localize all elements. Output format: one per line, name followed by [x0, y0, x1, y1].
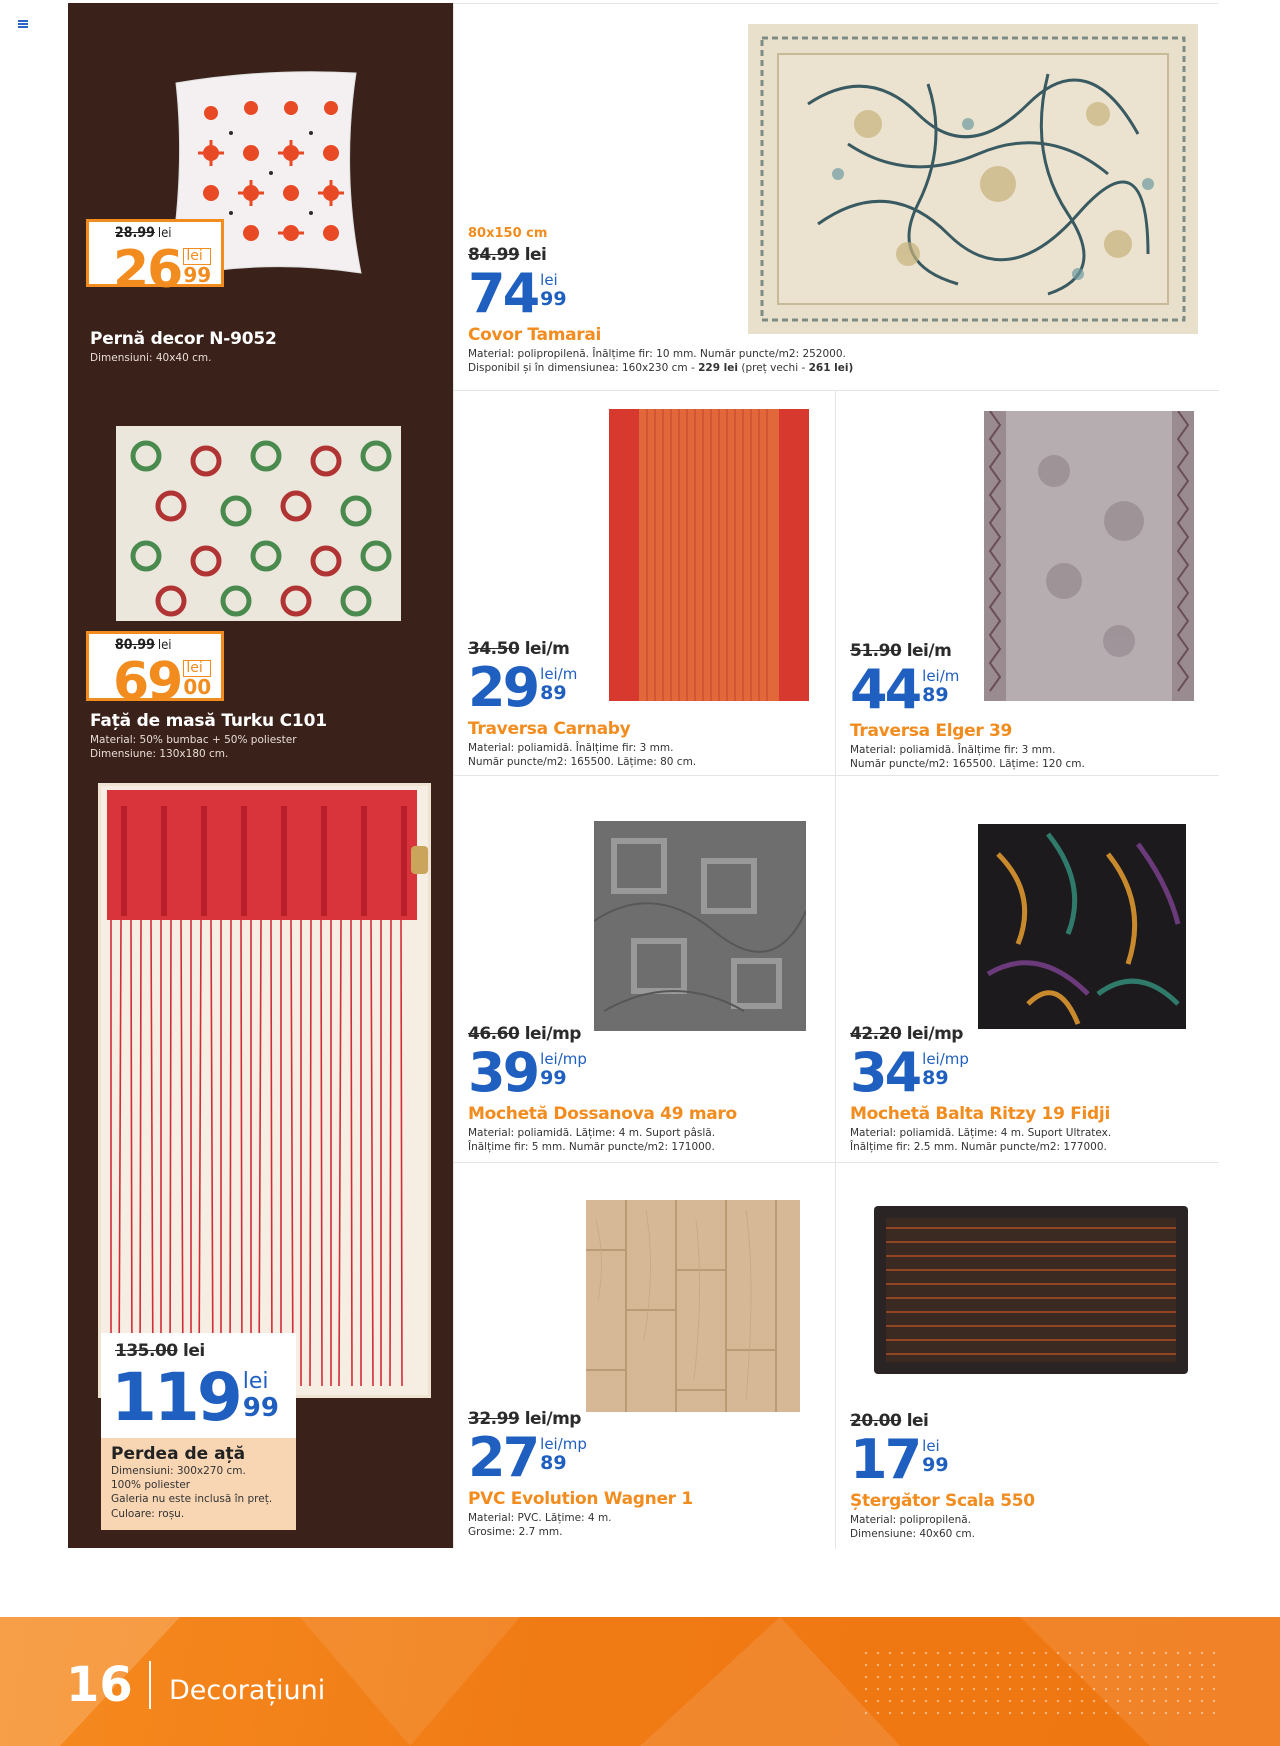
elger-old-unit: lei/m [906, 641, 952, 661]
curtain-price-integer: 119 [111, 1359, 240, 1436]
carnaby-desc-1: Material: poliamidă. Înălțime fir: 3 mm. [468, 742, 674, 754]
pillow-old-price: 28.99 [115, 225, 155, 241]
pvc-title: PVC Evolution Wagner 1 [468, 1489, 693, 1509]
page-number: 16 [66, 1657, 133, 1713]
dossanova-old-unit: lei/mp [524, 1024, 581, 1044]
product-cell-carnaby[interactable] [454, 391, 836, 776]
curtain-info-box [101, 1438, 296, 1530]
pillow-desc: Dimensiuni: 40x40 cm. [90, 352, 212, 364]
ritzy-old-price: 42.20 [850, 1024, 902, 1044]
pillow-price-integer: 26 [113, 240, 182, 300]
pvc-price-unit: lei/mp [540, 1435, 587, 1453]
curtain-old-unit: lei [183, 1341, 205, 1361]
curtain-price-unit: lei [242, 1369, 269, 1394]
tablecloth-title: Față de masă Turku C101 [90, 711, 327, 731]
product-cell-elger[interactable] [836, 391, 1219, 776]
product-cell-scala[interactable] [836, 1163, 1219, 1549]
ritzy-price-decimals: 89 [922, 1067, 949, 1089]
scala-desc-2: Dimensiune: 40x60 cm. [850, 1528, 975, 1541]
tamarai-desc-1: Material: polipropilenă. Înălțime fir: 10 mm. Număr puncte/m2: 252000. [468, 348, 846, 360]
elger-title: Traversa Elger 39 [850, 721, 1013, 741]
pillow-title: Pernă decor N-9052 [90, 329, 277, 349]
tablecloth-price-integer: 69 [113, 652, 182, 712]
scala-old-price: 20.00 [850, 1411, 902, 1431]
tablecloth-price-card [86, 631, 224, 712]
pillow-price-card [86, 219, 224, 300]
curtain-image [98, 783, 431, 1398]
scala-doormat-image [874, 1206, 1188, 1374]
ritzy-price-unit: lei/mp [922, 1050, 969, 1068]
tamarai-title: Covor Tamarai [468, 325, 602, 345]
curtain-desc-2: 100% poliester [111, 1479, 191, 1492]
dossanova-old-price: 46.60 [468, 1024, 520, 1044]
menu-icon[interactable] [18, 20, 28, 28]
dossanova-price-integer: 39 [468, 1041, 538, 1104]
carnaby-price-integer: 29 [468, 656, 538, 719]
product-cell-pvc[interactable] [454, 1163, 836, 1549]
product-cell-dossanova[interactable] [454, 776, 836, 1163]
elger-price-integer: 44 [850, 658, 920, 721]
tablecloth-desc-1: Material: 50% bumbac + 50% poliester [90, 734, 297, 746]
scala-desc-1: Material: polipropilenă. [850, 1514, 972, 1526]
tablecloth-desc-2: Dimensiune: 130x180 cm. [90, 748, 229, 761]
curtain-title: Perdea de ață [111, 1444, 246, 1464]
dossanova-carpet-image [594, 821, 806, 1031]
carnaby-price-unit: lei/m [540, 665, 578, 683]
tamarai-old-price: 84.99 [468, 245, 520, 265]
curtain-desc-3: Galeria nu este inclusă în preț. [111, 1493, 273, 1506]
pillow-price-unit: lei [183, 248, 211, 265]
dossanova-desc-1: Material: poliamidă. Lățime: 4 m. Suport pâslă. [468, 1127, 716, 1139]
elger-price-unit: lei/m [922, 667, 960, 685]
product-grid [453, 3, 1218, 1548]
section-title: Decorațiuni [169, 1675, 326, 1706]
elger-desc-1: Material: poliamidă. Înălțime fir: 3 mm. [850, 744, 1056, 756]
tablecloth-old-price: 80.99 [115, 637, 155, 653]
ritzy-old-unit: lei/mp [906, 1024, 963, 1044]
left-panel [68, 3, 453, 1548]
pillow-price-decimals: 99 [183, 263, 212, 288]
tablecloth-price-unit: lei [183, 660, 211, 677]
ritzy-desc-2: Înălțime fir: 2.5 mm. Număr puncte/m2: 177000. [850, 1141, 1107, 1154]
dossanova-price-decimals: 99 [540, 1067, 567, 1089]
tablecloth-price-decimals: 00 [183, 675, 212, 700]
pillow-old-unit: lei [157, 226, 172, 241]
dossanova-price-unit: lei/mp [540, 1050, 587, 1068]
elger-price-decimals: 89 [922, 684, 949, 706]
ritzy-carpet-image [978, 824, 1186, 1029]
ritzy-desc-1: Material: poliamidă. Lățime: 4 m. Suport Ultratex. [850, 1127, 1112, 1139]
carnaby-price-decimals: 89 [540, 682, 567, 704]
tamarai-price-unit: lei [540, 271, 558, 289]
product-cell-tamarai[interactable] [454, 4, 1219, 391]
curtain-price-card [101, 1333, 296, 1438]
pvc-old-unit: lei/mp [524, 1409, 581, 1429]
tamarai-desc-2: Disponibil și în dimensiunea: 160x230 cm - 229 lei (preț vechi - 261 lei) [468, 362, 854, 375]
pvc-price-integer: 27 [468, 1426, 538, 1489]
footer-divider [149, 1661, 151, 1709]
curtain-desc-1: Dimensiuni: 300x270 cm. [111, 1465, 246, 1477]
tamarai-size: 80x150 cm [468, 226, 548, 241]
elger-old-price: 51.90 [850, 641, 902, 661]
pvc-old-price: 32.99 [468, 1409, 520, 1429]
scala-old-unit: lei [906, 1411, 929, 1431]
pvc-desc-1: Material: PVC. Lățime: 4 m. [468, 1512, 612, 1524]
dossanova-title: Mochetă Dossanova 49 maro [468, 1104, 737, 1124]
carnaby-title: Traversa Carnaby [468, 719, 631, 739]
scala-price-unit: lei [922, 1437, 940, 1455]
carnaby-old-unit: lei/m [524, 639, 570, 659]
elger-desc-2: Număr puncte/m2: 165500. Lățime: 120 cm. [850, 758, 1085, 771]
tamarai-old-unit: lei [524, 245, 547, 265]
product-cell-ritzy[interactable] [836, 776, 1219, 1163]
pvc-desc-2: Grosime: 2.7 mm. [468, 1526, 563, 1539]
ritzy-title: Mochetă Balta Ritzy 19 Fidji [850, 1104, 1110, 1124]
pvc-floor-image [586, 1200, 800, 1412]
scala-price-integer: 17 [850, 1428, 920, 1491]
curtain-price-decimals: 99 [242, 1393, 279, 1423]
tamarai-price-decimals: 99 [540, 288, 567, 310]
page-footer [0, 1617, 1280, 1746]
curtain-old-price: 135.00 [115, 1341, 178, 1361]
scala-title: Ștergător Scala 550 [850, 1491, 1035, 1511]
scala-price-decimals: 99 [922, 1454, 949, 1476]
curtain-desc-4: Culoare: roșu. [111, 1507, 185, 1520]
ritzy-price-integer: 34 [850, 1041, 920, 1104]
carnaby-old-price: 34.50 [468, 639, 520, 659]
tamarai-price-integer: 74 [468, 262, 538, 325]
dossanova-desc-2: Înălțime fir: 5 mm. Număr puncte/m2: 171000. [468, 1141, 715, 1154]
footer-dot-pattern [860, 1647, 1220, 1717]
carnaby-desc-2: Număr puncte/m2: 165500. Lățime: 80 cm. [468, 756, 697, 769]
tablecloth-old-unit: lei [157, 638, 172, 653]
tablecloth-image [116, 426, 401, 621]
pvc-price-decimals: 89 [540, 1452, 567, 1474]
